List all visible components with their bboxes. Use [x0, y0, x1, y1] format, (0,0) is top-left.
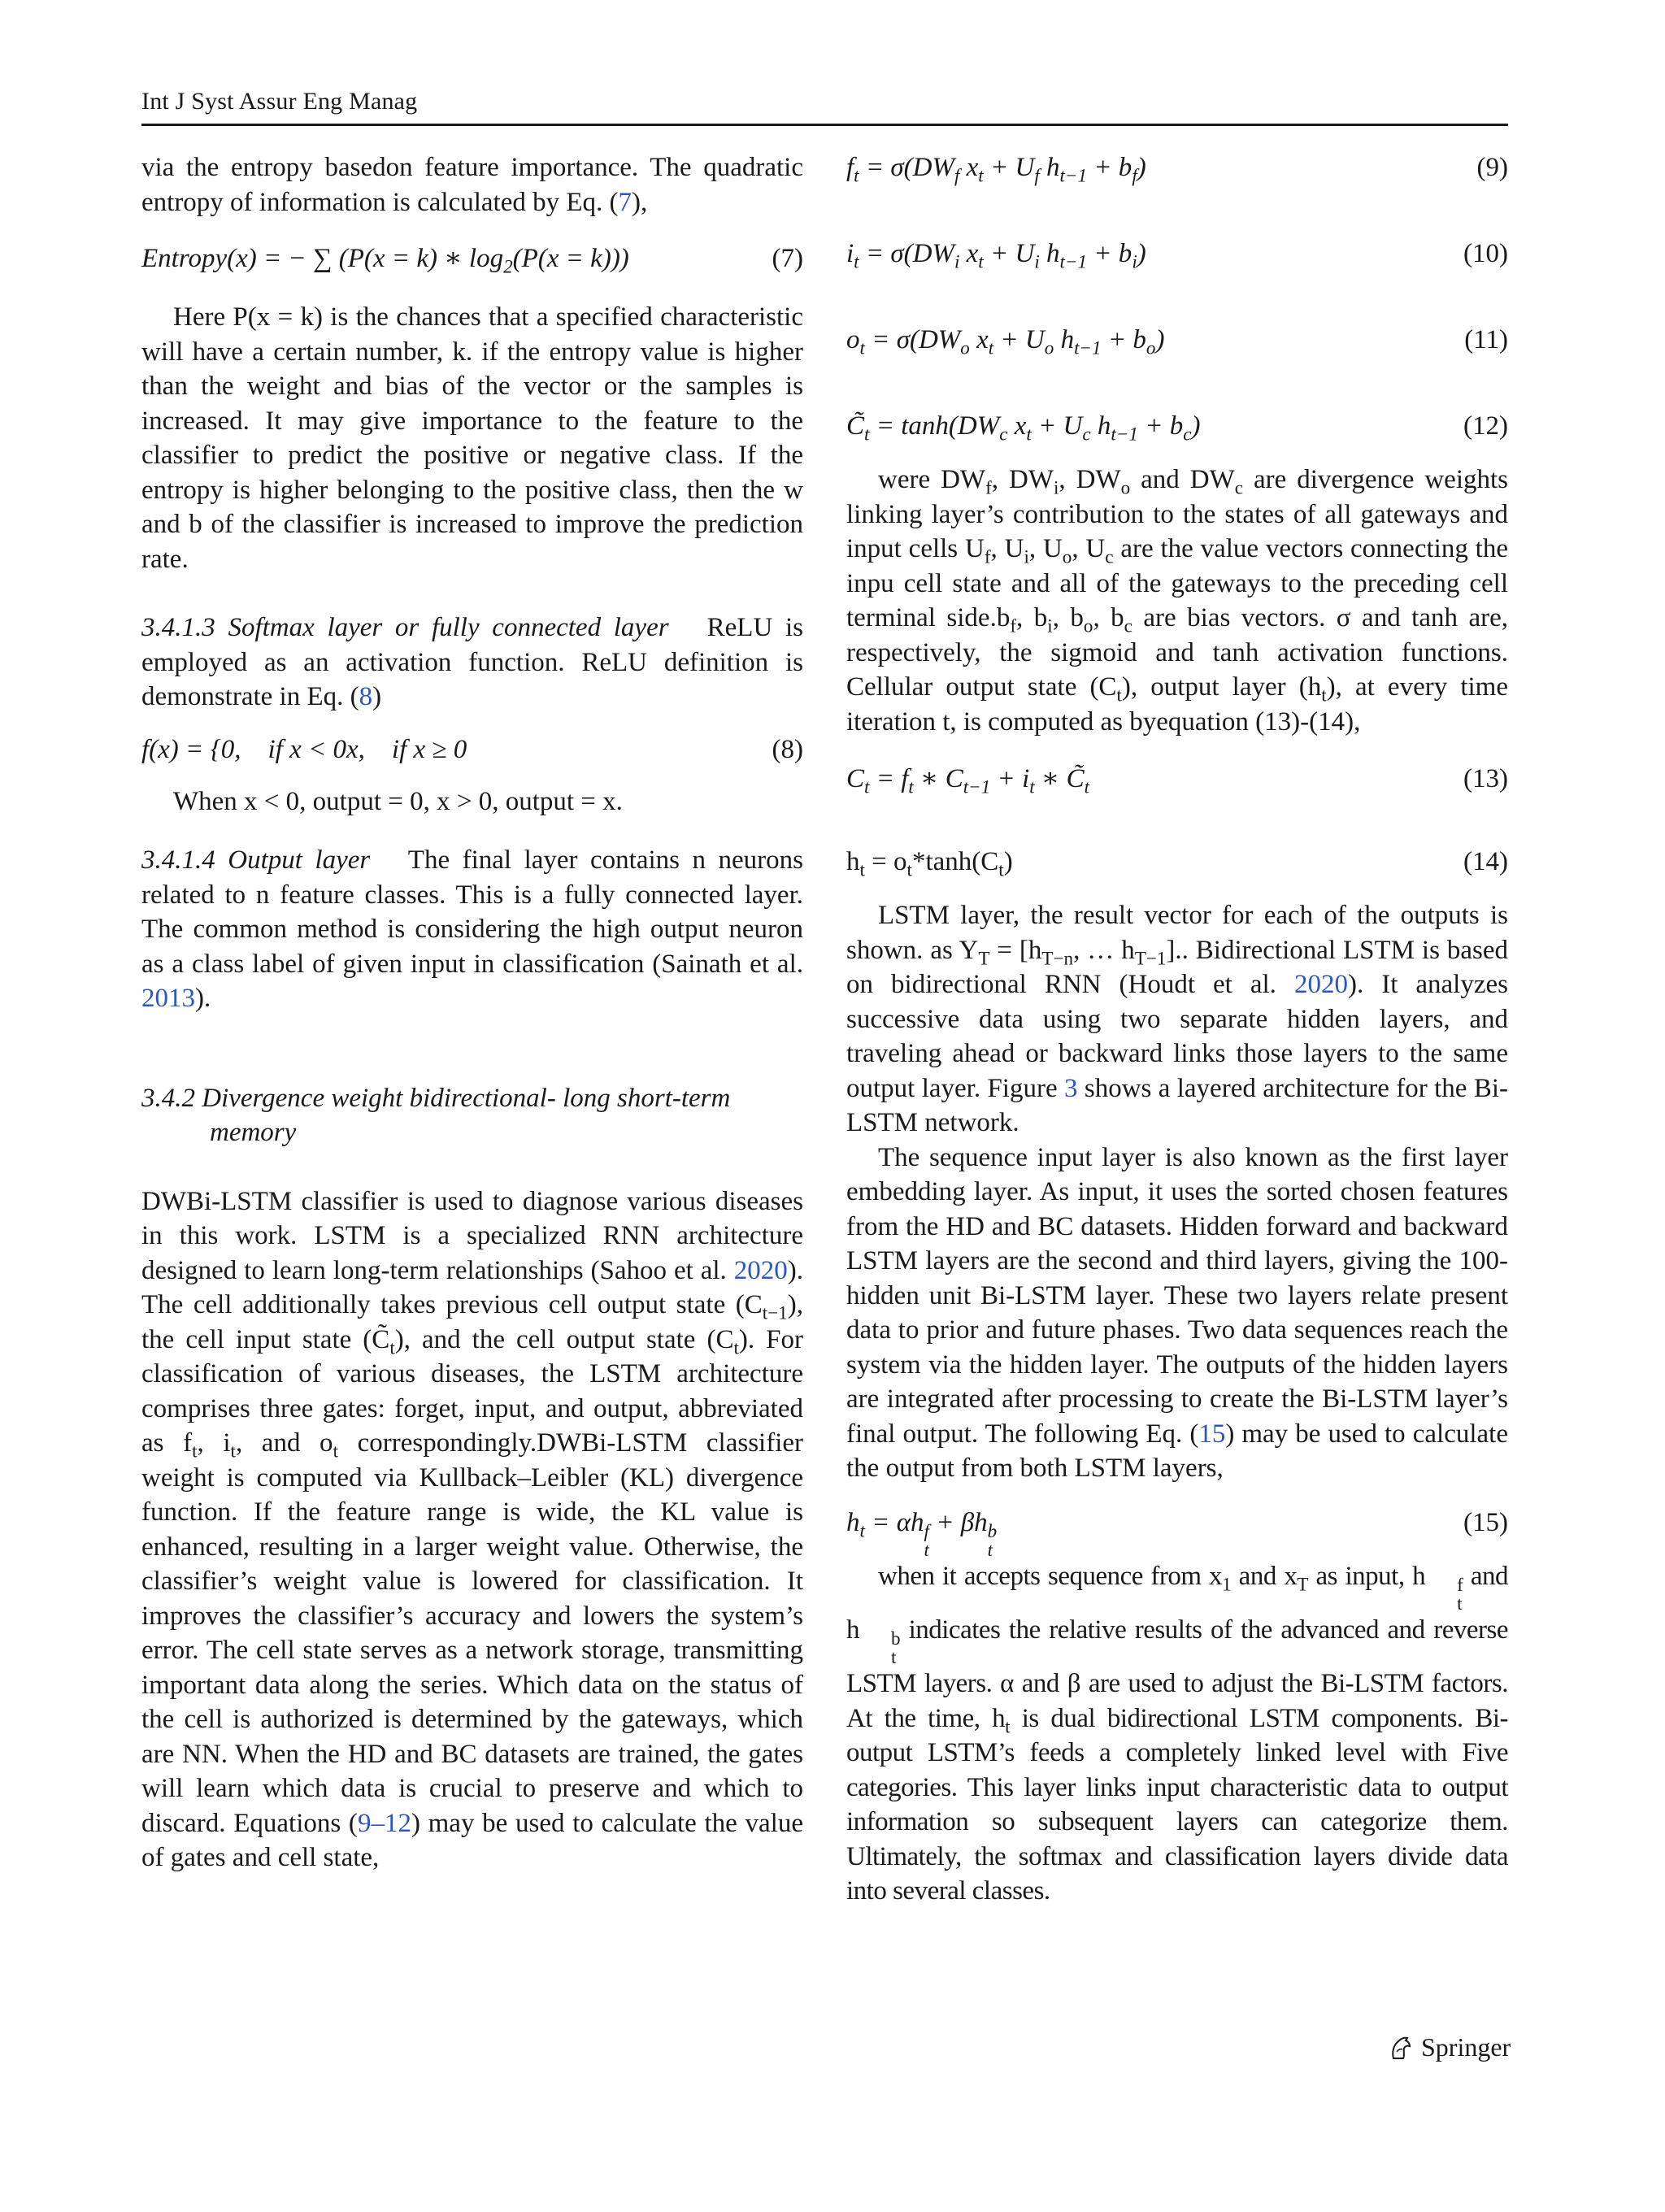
springer-horse-icon [1387, 2034, 1415, 2062]
citation-sainath-2013[interactable]: 2013 [141, 984, 195, 1013]
right-column [846, 150, 1508, 1909]
equation-11-number: (11) [1464, 325, 1508, 354]
equation-7 [141, 241, 803, 276]
equation-13-body: $C_t = f_t$ ∗ $C_{t-1} + i_t$ ∗ $C̃_t$ [846, 764, 1090, 797]
eq-ref-7[interactable]: 7 [618, 187, 632, 217]
equation-14-body: $h_t = o_t*\tanh(C_t)$ [846, 847, 1013, 880]
equation-13-number: (13) [1463, 764, 1508, 793]
figure-ref-3[interactable]: 3 [1063, 1073, 1078, 1103]
section-3-4-1-4-title: 3.4.1.4 Output layer [141, 845, 371, 875]
paragraph-relu-when: When x < 0, output = 0, x > 0, output = x. [173, 786, 623, 816]
equation-10 [846, 237, 1508, 271]
equation-12 [846, 409, 1508, 443]
equation-15-number: (15) [1463, 1507, 1508, 1537]
equation-11 [846, 323, 1508, 357]
equation-8-number: (8) [772, 734, 803, 764]
section-3-4-1-4: 3.4.1.4 Output layer The final layer contains n neurons related to n feature classes. This is a fully connected layer. The common method is considering the high output neuron as a class label of given input in classification (Sainath et al. 2013). [141, 845, 804, 1013]
running-header: Int J Syst Assur Eng Manag [141, 88, 418, 115]
equation-11-body: $o_t = \sigma(DW_o$ $x_t + U_o$ $h_{t-1} + b_o$) [846, 325, 1165, 359]
eq-ref-15[interactable]: 15 [1198, 1419, 1226, 1449]
equation-7-body: Entropy(x) = − ∑ (P(x = k) ∗ $\log_2(P(x = k))$) [141, 244, 629, 277]
equation-7-number: (7) [772, 244, 803, 273]
equation-8-body: f(x) = {0, if x < 0x, if x ≥ 0 [141, 734, 467, 764]
section-3-4-1-3-title: 3.4.1.3 Softmax layer or fully connected layer [141, 613, 669, 642]
eq-ref-8[interactable]: 8 [359, 682, 373, 711]
equation-8 [141, 732, 803, 767]
publisher-logo [1387, 2032, 1511, 2062]
equation-12-body: $C̃_t = \tanh(DW_c$ $x_t + U_c$ $h_{t-1} + b_c$) [846, 411, 1201, 445]
equation-12-number: (12) [1463, 411, 1508, 441]
equation-10-number: (10) [1463, 239, 1508, 268]
left-column [141, 150, 803, 1875]
paragraph-bilstm-intro: LSTM layer, the result vector for each of the outputs is shown. as $Y_T = [h_{T-n}$, … $h_{T-1}$].. Bidirectional LSTM is based on bidirectional RNN (Houdt et al. 2020). It analyzes successive data using two separate hidden layers, and traveling ahead or backward links those layers to the same output layer. Figure 3 shows a layered architecture for the Bi-LSTM network. [846, 901, 1508, 1137]
equation-13 [846, 762, 1508, 796]
equation-9-body: $f_t = \sigma(DW_f$ $x_t + U_f$ $h_{t-1} + b_f$) [846, 153, 1146, 186]
eq-ref-9[interactable]: 9 [357, 1808, 372, 1838]
paragraph-sequence-input: The sequence input layer is also known as the first layer embedding layer. As input, it uses the sorted chosen features from the HD and BC datasets. Hidden forward and backward LSTM layers are the second and third layers, giving the 100-hidden unit Bi-LSTM layer. These two layers relate present data to prior and future phases. Two data sequences reach the system via the hidden layer. The outputs of the hidden layers are integrated after processing to create the Bi-LSTM layer’s final output. The following Eq. (15) may be used to calculate the output from both LSTM layers, [846, 1142, 1508, 1483]
equation-15 [846, 1506, 1508, 1560]
section-3-4-1-3: 3.4.1.3 Softmax layer or fully connected layer ReLU is employed as an activation function. ReLU definition is demonstrate in Eq. (8) [141, 613, 803, 711]
equation-9-number: (9) [1476, 153, 1508, 182]
section-3-4-2-title: 3.4.2 Divergence weight bidirectional- long short-term memory [141, 1083, 731, 1147]
equation-14 [846, 845, 1508, 879]
paragraph-entropy-intro: via the entropy basedon feature importance. The quadratic entropy of information is calculated by Eq. (7), [141, 153, 803, 217]
equation-9 [846, 150, 1508, 185]
paragraph-entropy-explain: Here P(x = k) is the chances that a specified characteristic will have a certain number, k. if the entropy value is higher than the weight and bias of the vector or the samples is increased. It may give importance to the feature to the classifier to predict the positive or negative class. If the entropy is higher belonging to the positive class, then the w and b of the classifier is increased to improve the prediction rate. [141, 302, 803, 574]
header-rule [141, 124, 1508, 126]
equation-10-body: $i_t = \sigma(DW_i$ $x_t + U_i$ $h_{t-1} + b_i$) [846, 239, 1146, 272]
paragraph-dwbi-lstm: DWBi-LSTM classifier is used to diagnose various diseases in this work. LSTM is a specialized RNN architecture designed to learn long-term relationships (Sahoo et al. 2020). The cell additionally takes previous cell output state $(C_{t-1})$, the cell input state $(C̃_t)$, and the cell output state $(C_t)$. For classification of various diseases, the LSTM architecture comprises three gates: forget, input, and output, abbreviated as $f_t$, $i_t$, and $o_t$ correspondingly.DWBi-LSTM classifier weight is computed via Kullback–Leibler (KL) divergence function. If the feature range is wide, the KL value is enhanced, resulting in a larger weight value. Otherwise, the classifier’s weight value is lowered for classification. It improves the classifier’s accuracy and lowers the system’s error. The cell state serves as a network storage, transmitting important data along the series. Which data on the status of the cell is authorized is determined by the gateways, which are NN. When the HD and BC datasets are trained, the gates will learn which data is crucial to preserve and which to discard. Equations (9–12) may be used to calculate the value of gates and cell state, [141, 1186, 804, 1872]
paragraph-bilstm-outputs: when it accepts sequence from $x_1$ and $x_T$ as input, h f t and h b t indicates the relative results of the advanced and reverse LSTM layers. α and β are used to adjust the Bi-LSTM factors. At the time, $h_t$ is dual bidirectional LSTM components. Bi-output LSTM’s feeds a completely linked level with Five categories. This layer links input characteristic data to output information so subsequent layers can categorize them. Ultimately, the softmax and classification layers divide data into several classes. [846, 1561, 1508, 1906]
paragraph-weights-explain: were $DW_f$, $DW_i$, $DW_o$ and $DW_c$ are divergence weights linking layer’s contribution to the states of all gateways and input cells $U_f$, $U_i$, $U_o$, $U_c$ are the value vectors connecting the inpu cell state and all of the gateways to the preceding cell terminal $side.b_f$, $b_i$, $b_o$, $b_c$ are bias vectors. σ and tanh are, respectively, the sigmoid and tanh activation functions. Cellular output state $(C_t)$, output layer $(h_t)$, at every time iteration t, is computed as byequation (13)-(14), [846, 465, 1509, 737]
citation-sahoo-2020[interactable]: 2020 [733, 1255, 788, 1285]
equation-15-body: $h_t = \alpha h$ f t + βh b t [846, 1507, 998, 1560]
eq-ref-12[interactable]: 12 [384, 1808, 411, 1838]
equation-14-number: (14) [1463, 847, 1508, 876]
citation-houdt-2020[interactable]: 2020 [1293, 970, 1348, 999]
publisher-name: Springer [1421, 2032, 1511, 2062]
